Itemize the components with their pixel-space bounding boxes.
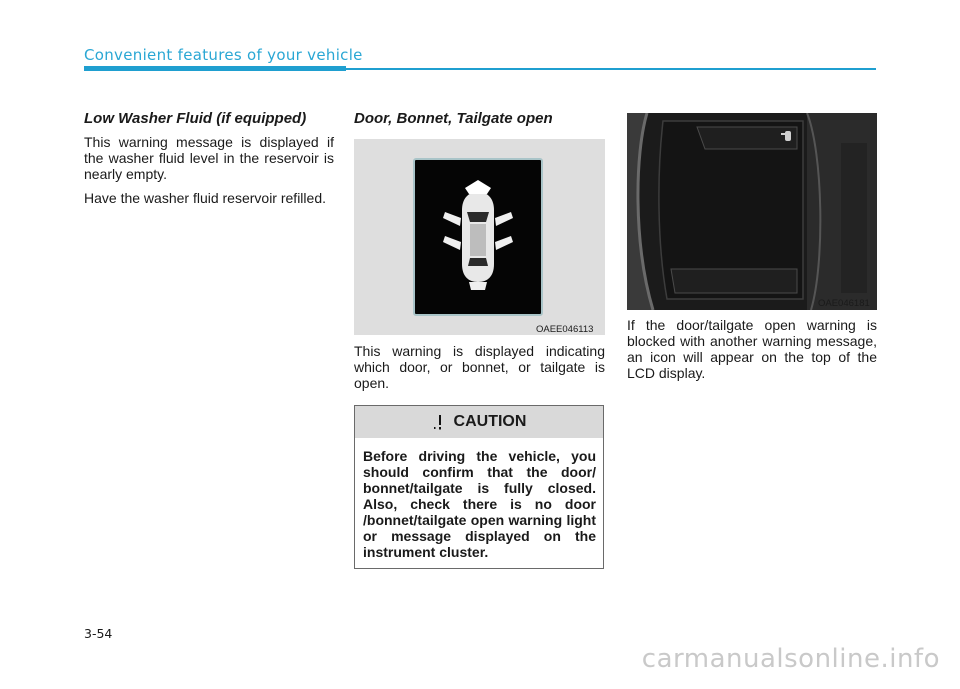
header-rule bbox=[346, 68, 876, 70]
page-number: 3-54 bbox=[84, 626, 113, 641]
caution-box bbox=[354, 405, 604, 569]
low-washer-heading: Low Washer Fluid (if equipped) bbox=[84, 110, 307, 127]
cluster-lcd-figure bbox=[627, 113, 877, 310]
warning-exclamation-icon bbox=[432, 413, 446, 431]
caution-title: CAUTION bbox=[453, 413, 527, 430]
section-title: Convenient features of your vehicle bbox=[84, 46, 363, 64]
caution-header bbox=[355, 406, 603, 438]
low-washer-para-1: This warning message is displayed if the washer fluid level in the reservoir is nearly empty. bbox=[84, 134, 334, 182]
door-open-para: This warning is displayed indicating which door, or bonnet, or tailgate is open. bbox=[354, 343, 605, 391]
car-doors-open-icon bbox=[415, 160, 541, 314]
instrument-cluster-photo bbox=[627, 113, 877, 310]
right-text bbox=[627, 317, 877, 389]
lcd-icon-para: If the door/tailgate open warning is blocked with another warning message, an icon will appear on the top of the LCD display. bbox=[627, 317, 877, 381]
door-open-heading: Door, Bonnet, Tailgate open bbox=[354, 110, 553, 127]
left-column bbox=[84, 110, 334, 214]
low-washer-para-2: Have the washer fluid reservoir refilled. bbox=[84, 190, 326, 206]
door-open-text bbox=[354, 343, 605, 399]
door-heading-wrap bbox=[354, 110, 605, 134]
figure-code-1: OAEE046113 bbox=[536, 324, 594, 335]
header-accent-bar bbox=[84, 66, 346, 71]
watermark-text: carmanualsonline.info bbox=[641, 644, 940, 674]
lcd-screen bbox=[413, 158, 543, 316]
caution-body: Before driving the vehicle, you should confirm that the door/ bonnet/tailgate is fully closed. Also, check there is no door /bonnet/tailgate open warning light or message displayed on the instrument cluster. bbox=[363, 448, 596, 560]
door-open-figure bbox=[354, 139, 605, 335]
figure-code-2: OAE046181 bbox=[818, 298, 870, 309]
